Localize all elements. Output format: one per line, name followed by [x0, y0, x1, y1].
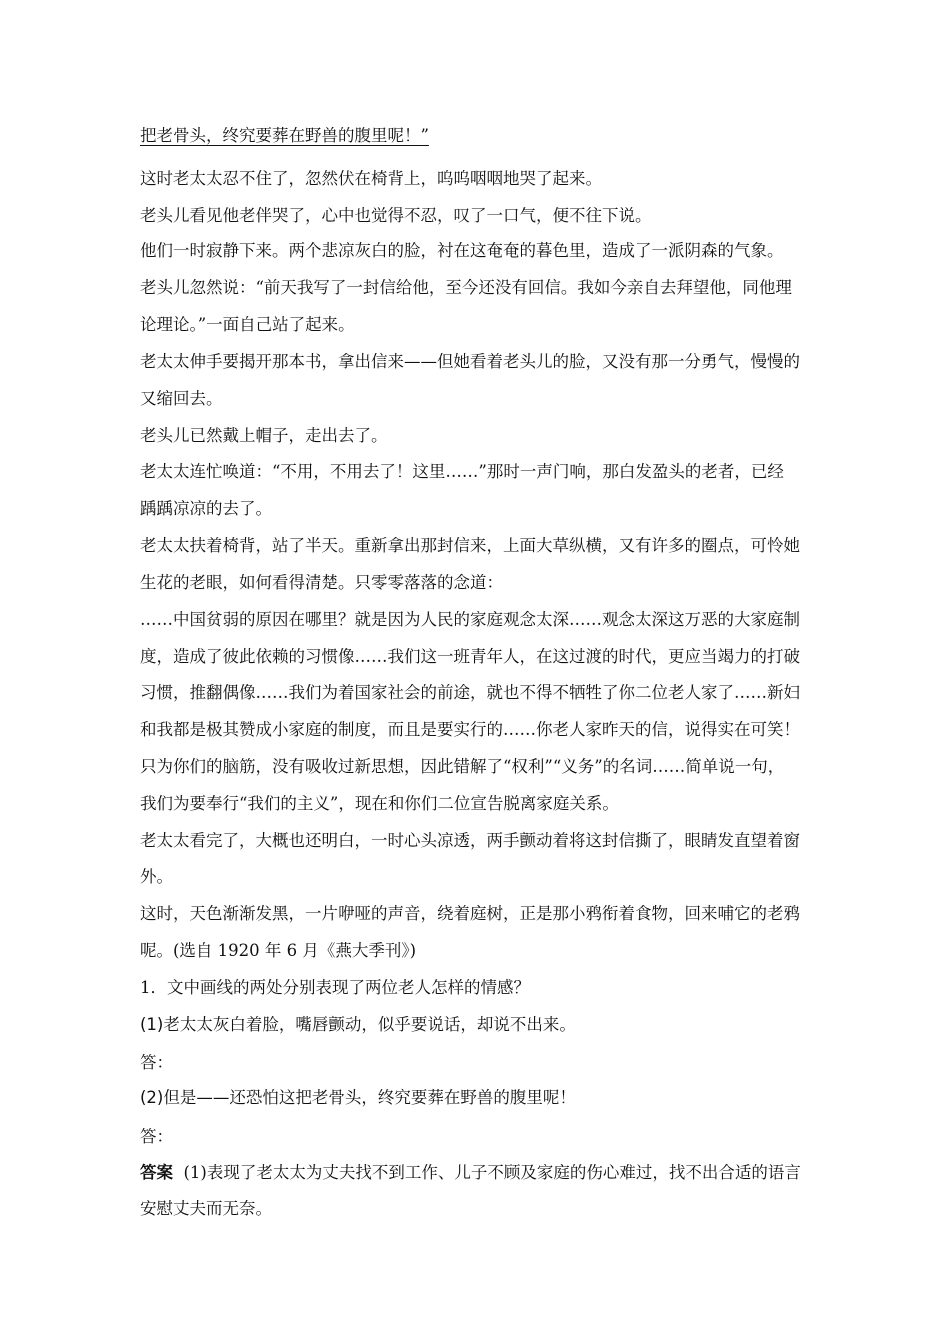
- paragraph-line: 生花的老眼，如何看得清楚。只零零落落的念道：: [140, 573, 503, 592]
- letter-line: 只为你们的脑筋，没有吸收过新思想，因此错解了“权利”“义务”的名词……简单说一句，: [140, 757, 785, 776]
- letter-line: 度，造成了彼此依赖的习惯像……我们这一班青年人，在这过渡的时代，更应当竭力的打破: [140, 647, 800, 666]
- paragraph-line: 外。: [140, 867, 173, 886]
- paragraph-line: 老太太看完了，大概也还明白，一时心头凉透，两手颤动着将这封信撕了，眼睛发直望着窗: [140, 831, 800, 850]
- paragraph-line: 这时老太太忍不住了，忽然伏在椅背上，呜呜咽咽地哭了起来。: [140, 169, 602, 188]
- sub-question-2: (2)但是——还恐怕这把老骨头，终究要葬在野兽的腹里呢！: [140, 1088, 576, 1107]
- paragraph-line: 这时，天色渐渐发黑，一片咿哑的声音，绕着庭树，正是那小鸦衔着食物，回来哺它的老鸦: [140, 904, 800, 923]
- paragraph-line: 老太太连忙唤道：“不用，不用去了！这里……”那时一声门响，那白发盈头的老者，已经: [140, 462, 784, 481]
- answer-prompt: 答：: [140, 1127, 173, 1146]
- paragraph-line: 又缩回去。: [140, 389, 223, 408]
- letter-line: ……中国贫弱的原因在哪里？就是因为人民的家庭观念太深……观念太深这万恶的大家庭制: [140, 610, 800, 629]
- paragraph-line: 老头儿忽然说：“前天我写了一封信给他，至今还没有回信。我如今亲自去拜望他，同他理: [140, 278, 792, 297]
- letter-line: 习惯，推翻偶像……我们为着国家社会的前途，就也不得不牺牲了你二位老人家了……新妇: [140, 683, 800, 702]
- answer-line: 安慰丈夫而无奈。: [140, 1199, 272, 1218]
- letter-line: 我们为要奉行“我们的主义”，现在和你们二位宣告脱离家庭关系。: [140, 794, 619, 813]
- paragraph-line: 踽踽凉凉的去了。: [140, 499, 272, 518]
- paragraph-line: 论理论。”一面自己站了起来。: [140, 315, 355, 334]
- paragraph-line: 老头儿看见他老伴哭了，心中也觉得不忍，叹了一口气，便不往下说。: [140, 206, 652, 225]
- sub-question-1: (1)老太太灰白着脸，嘴唇颤动，似乎要说话，却说不出来。: [140, 1015, 576, 1034]
- answer-prompt: 答：: [140, 1053, 173, 1072]
- answer-text: (1)表现了老太太为丈夫找不到工作、儿子不顾及家庭的伤心难过，找不出合适的语言: [183, 1163, 801, 1182]
- paragraph-line: 老太太扶着椅背，站了半天。重新拿出那封信来，上面大草纵横，又有许多的圈点，可怜她: [140, 536, 800, 555]
- paragraph-line: 他们一时寂静下来。两个悲凉灰白的脸，衬在这奄奄的暮色里，造成了一派阴森的气象。: [140, 241, 784, 260]
- paragraph-line: 老头儿已然戴上帽子，走出去了。: [140, 426, 388, 445]
- paragraph-line: 老太太伸手要揭开那本书，拿出信来——但她看着老头儿的脸，又没有那一分勇气，慢慢的: [140, 352, 800, 371]
- question-line: 1．文中画线的两处分别表现了两位老人怎样的情感？: [140, 978, 530, 997]
- underlined-quote-line: 把老骨头，终究要葬在野兽的腹里呢！”: [140, 126, 429, 145]
- answer-label: 答案: [140, 1163, 173, 1182]
- answer-line: [140, 1162, 812, 1184]
- letter-line: 和我都是极其赞成小家庭的制度，而且是要实行的……你老人家昨天的信，说得实在可笑！: [140, 720, 800, 739]
- source-line: 呢。(选自 1920 年 6 月《燕大季刊》): [140, 941, 417, 960]
